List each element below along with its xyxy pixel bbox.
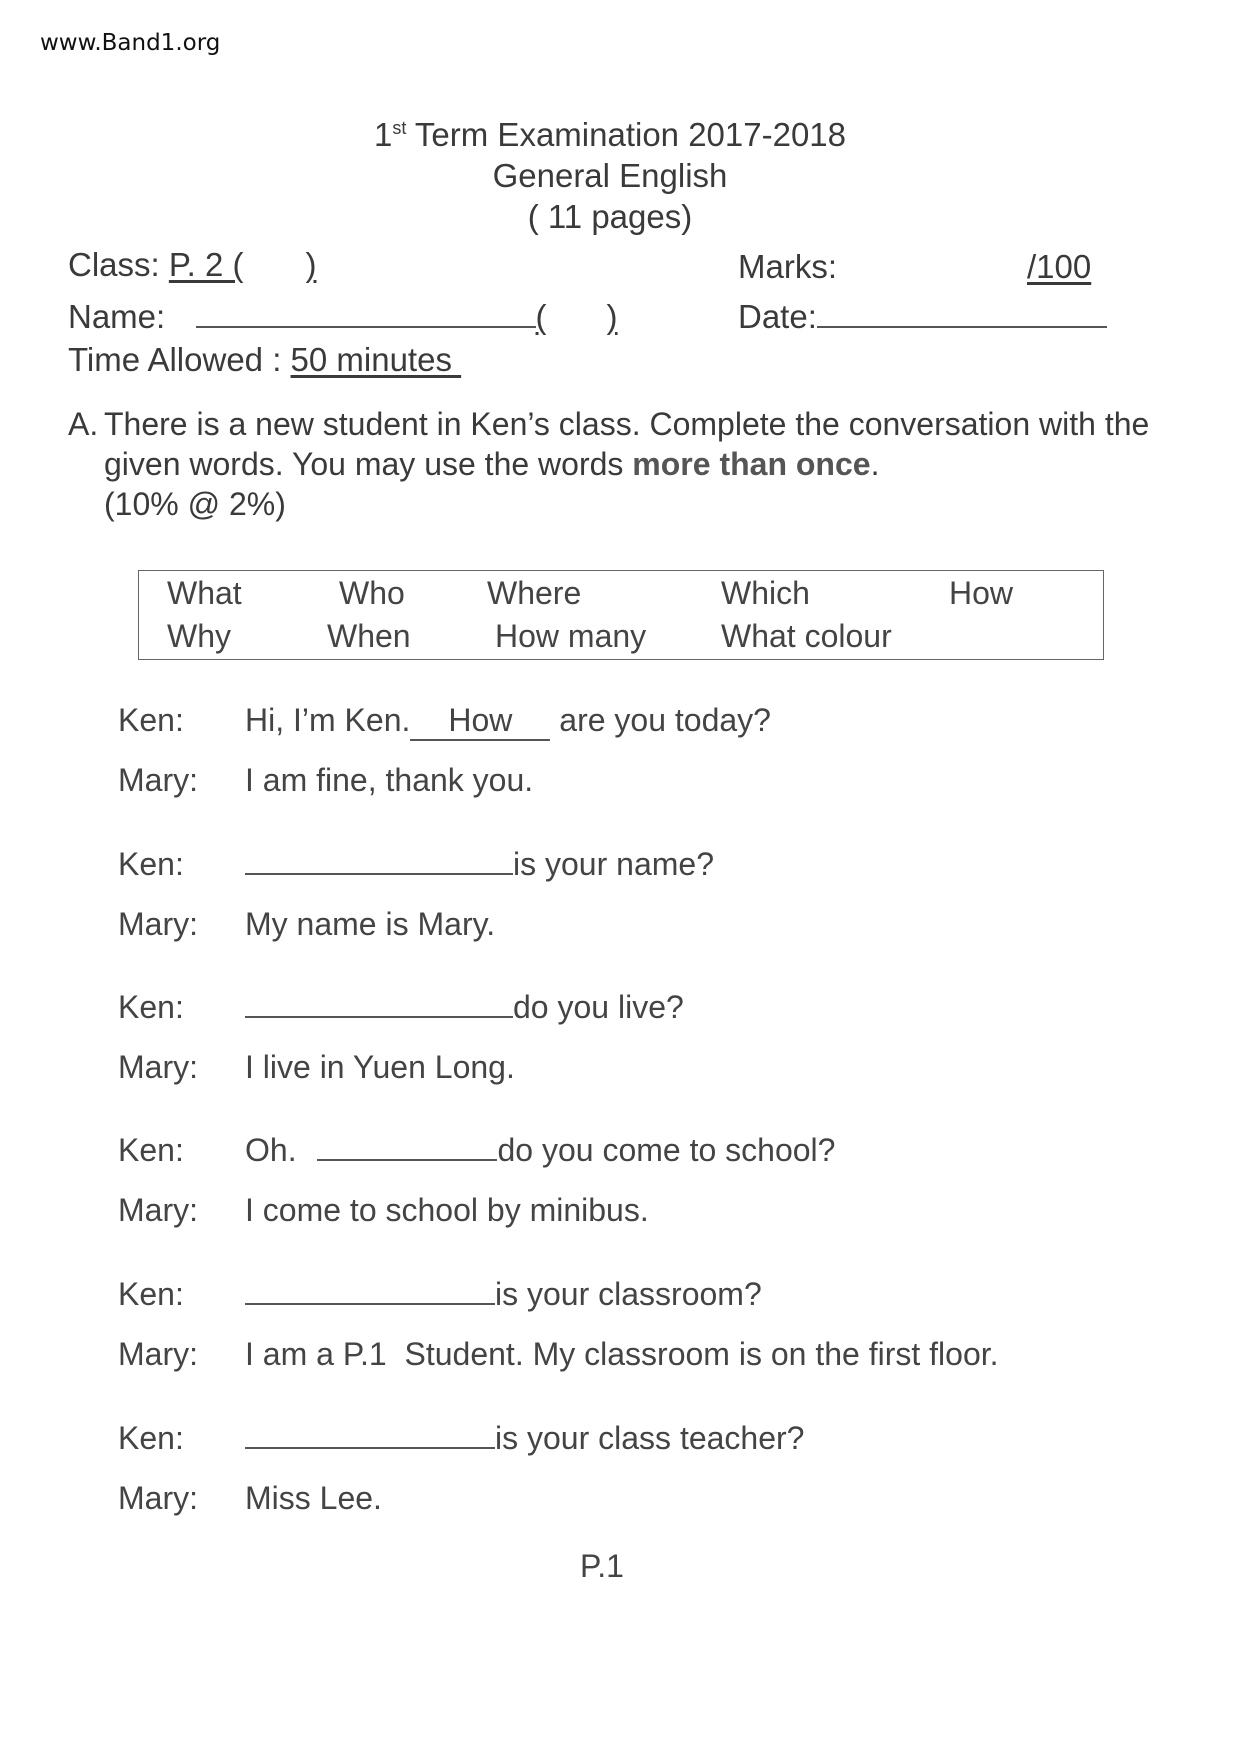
- section-a-emphasis: more than once: [632, 446, 871, 482]
- answer-blank[interactable]: [245, 1277, 495, 1305]
- word-bank-item: What colour: [721, 618, 892, 654]
- answer-blank[interactable]: [317, 1133, 497, 1161]
- dialogue-text: I come to school by minibus.: [245, 1192, 649, 1228]
- class-field: [68, 246, 316, 284]
- class-close: ): [305, 246, 317, 283]
- watermark: www.Band1.org: [40, 30, 221, 56]
- marks-blank[interactable]: [837, 248, 1091, 285]
- speaker-label: Mary:: [118, 1192, 198, 1228]
- answer-blank[interactable]: [245, 990, 513, 1018]
- dialogue-text: [245, 1276, 762, 1313]
- date-label: Date:: [738, 298, 817, 335]
- time-field: [68, 341, 461, 379]
- word-bank-item: What: [167, 575, 242, 611]
- term-ordinal: 1: [373, 116, 393, 153]
- word-bank-item: Who: [339, 575, 405, 611]
- dialogue-post: do you live?: [513, 989, 684, 1025]
- section-a-body: [104, 404, 1178, 524]
- answer-blank[interactable]: [245, 847, 513, 875]
- word-bank-item: When: [327, 618, 411, 654]
- speaker-label: Mary:: [118, 1049, 198, 1085]
- dialogue-pre: Oh.: [245, 1132, 306, 1168]
- dialogue-text: [245, 1132, 835, 1169]
- dialogue-text: I live in Yuen Long.: [245, 1049, 515, 1085]
- speaker-label: Ken:: [118, 1276, 184, 1312]
- name-paren-close: ): [606, 298, 618, 335]
- speaker-label: Ken:: [118, 702, 184, 738]
- speaker-label: Ken:: [118, 989, 184, 1025]
- date-blank[interactable]: [817, 298, 1107, 328]
- speaker-label: Mary:: [118, 1480, 198, 1516]
- exam-title: [0, 116, 1230, 154]
- class-value: [169, 246, 317, 283]
- marks-field: [738, 248, 1091, 286]
- page-count: ( 11 pages): [527, 198, 693, 235]
- dialogue-text: Miss Lee.: [245, 1480, 382, 1516]
- dialogue-text: [245, 846, 714, 883]
- dialogue-text: [245, 1420, 804, 1457]
- date-field: [738, 298, 1107, 336]
- term-ordinal-suffix: st: [392, 118, 407, 138]
- name-label: Name:: [68, 298, 166, 335]
- word-bank-item: How many: [495, 618, 647, 654]
- page-number: P.1: [580, 1548, 624, 1584]
- speaker-label: Ken:: [118, 846, 184, 882]
- section-a-index: A.: [68, 406, 99, 442]
- speaker-label: Ken:: [118, 1132, 184, 1168]
- dialogue-post: is your classroom?: [495, 1276, 762, 1312]
- speaker-label: Mary:: [118, 1336, 198, 1372]
- dialogue-post: is your name?: [513, 846, 714, 882]
- dialogue-post: is your class teacher?: [495, 1420, 805, 1456]
- word-bank-item: Where: [487, 575, 582, 611]
- speaker-label: Mary:: [118, 906, 198, 942]
- section-a-marks: (10% @ 2%): [104, 486, 286, 522]
- subject-title: General English: [492, 157, 728, 194]
- class-label: Class:: [68, 246, 169, 283]
- dialogue-text: [245, 989, 684, 1026]
- name-blank[interactable]: [196, 298, 536, 328]
- word-bank-box: [138, 570, 1104, 660]
- class-value-text: P. 2 (: [168, 246, 244, 283]
- speaker-label: Ken:: [118, 1420, 184, 1456]
- speaker-label: Mary:: [118, 762, 198, 798]
- marks-total: /100: [1027, 248, 1092, 285]
- dialogue-text: I am a P.1 Student. My classroom is on the first floor.: [245, 1336, 999, 1372]
- time-label: Time Allowed :: [68, 341, 291, 378]
- section-a-instructions: [68, 404, 1178, 524]
- word-bank-item: Why: [167, 618, 231, 654]
- dialogue-text: [245, 702, 771, 741]
- time-value: 50 minutes: [290, 341, 452, 378]
- name-field: [68, 298, 618, 336]
- marks-label: Marks:: [738, 248, 837, 285]
- dialogue-post: do you come to school?: [497, 1132, 836, 1168]
- section-a-period: .: [870, 446, 880, 482]
- answer-blank[interactable]: [245, 1421, 495, 1449]
- term-title: Term Examination 2017-2018: [406, 116, 847, 153]
- name-number: [536, 298, 618, 335]
- word-bank-item: How: [949, 575, 1014, 611]
- dialogue-pre: Hi, I’m Ken.: [245, 702, 411, 738]
- dialogue-text: My name is Mary.: [245, 906, 496, 942]
- dialogue-text: I am fine, thank you.: [245, 762, 534, 798]
- answer-example: How: [410, 702, 550, 741]
- name-paren-open: (: [535, 298, 547, 335]
- word-bank-item: Which: [721, 575, 810, 611]
- section-a-text: There is a new student in Ken’s class. Complete the conversation with the given words. You may use the words: [104, 406, 1150, 482]
- dialogue-post: are you today?: [550, 702, 771, 738]
